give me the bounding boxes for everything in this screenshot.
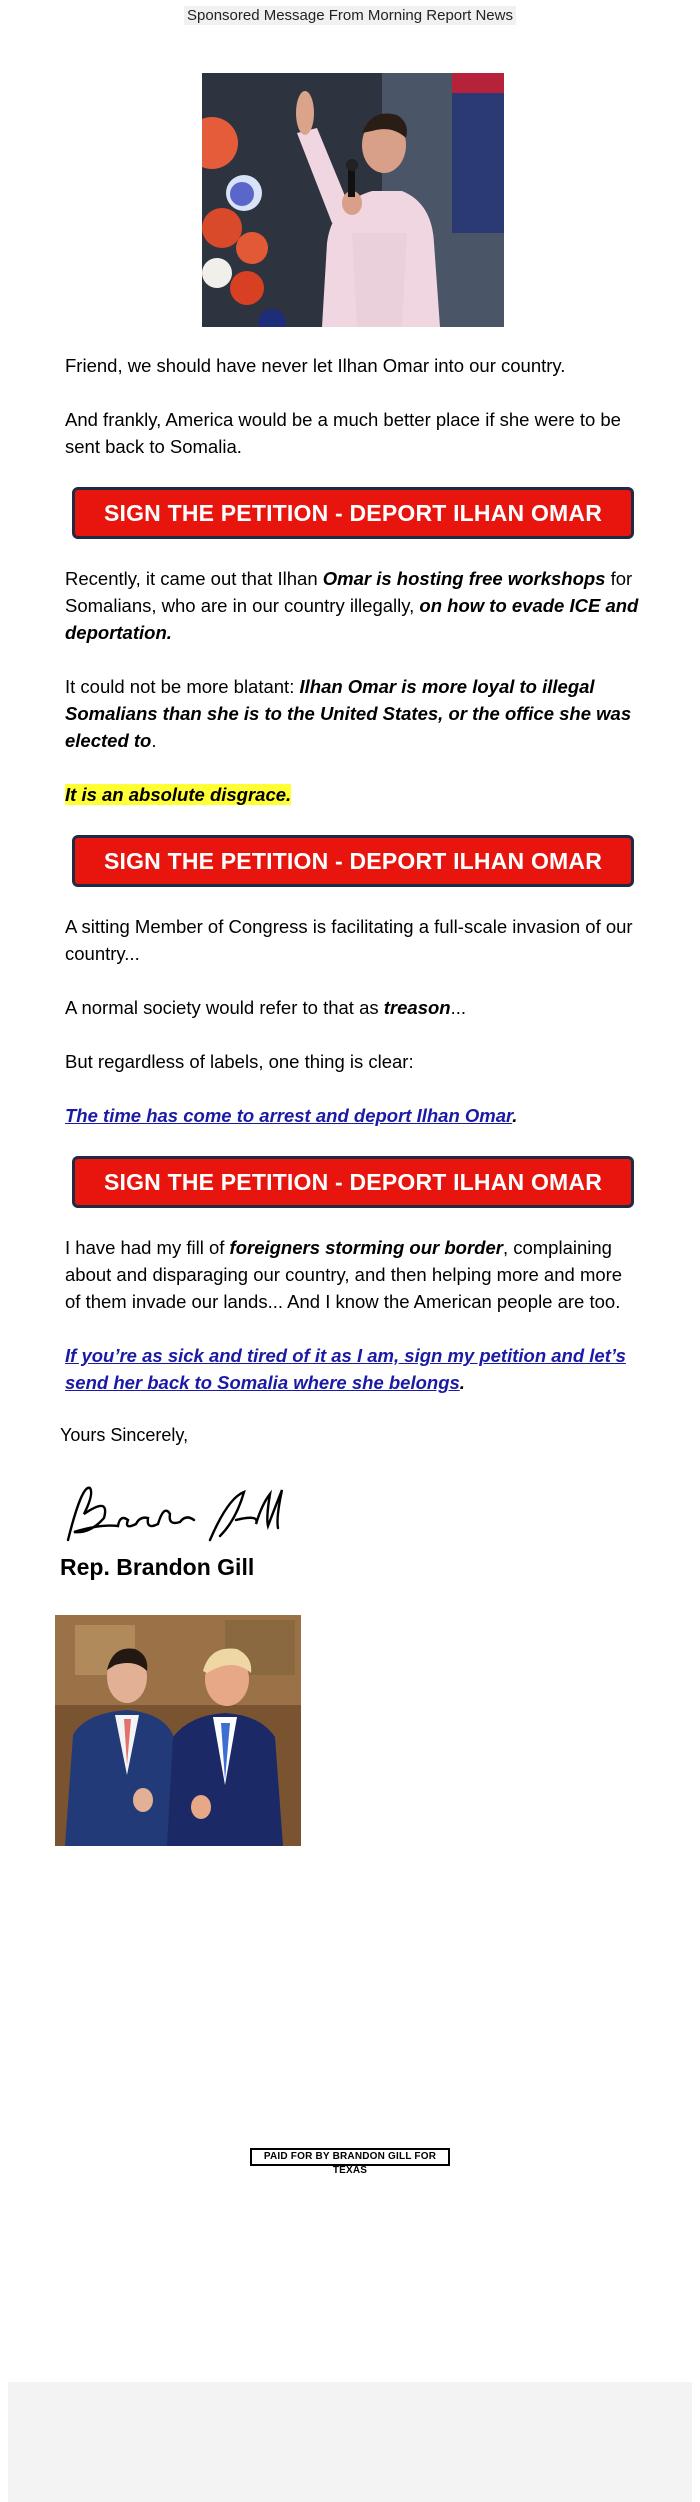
section2-paragraph-3: But regardless of labels, one thing is clear:: [65, 1051, 414, 1072]
sponsor-banner: [0, 0, 700, 32]
signature-image: [60, 1474, 641, 1552]
sign-off: Yours Sincerely,: [60, 1425, 189, 1445]
letter-body: [60, 352, 641, 1609]
petition-button-2[interactable]: SIGN THE PETITION - DEPORT ILHAN OMAR: [72, 835, 634, 887]
hero-photo: [202, 73, 504, 327]
intro-paragraph-2: And frankly, America would be a much better place if she were to be sent back to Somalia.: [65, 409, 621, 457]
footer-area: [8, 2382, 692, 2502]
closing-block: [60, 1423, 641, 1582]
deport-link[interactable]: The time has come to arrest and deport Ilhan Omar: [65, 1105, 513, 1126]
section2-link-line: The time has come to arrest and deport Ilhan Omar.: [65, 1105, 518, 1126]
section2-paragraph-2: A normal society would refer to that as treason...: [65, 997, 467, 1018]
sponsor-text: Sponsored Message From Morning Report News: [184, 6, 516, 25]
section1-paragraph-1: Recently, it came out that Ilhan Omar is hosting free workshops for Somalians, who are in our country illegally, on how to evade ICE and deportation.: [65, 568, 639, 643]
section3-paragraph-1: I have had my fill of foreigners storming our border, complaining about and disparaging our country, and then helping more and more of them invade our lands... And I know the American people are too.: [65, 1237, 623, 1312]
section1-paragraph-2: It could not be more blatant: Ilhan Omar is more loyal to illegal Somalians than she is to the United States, or the office she was elected to.: [65, 676, 632, 751]
sign-petition-link[interactable]: If you’re as sick and tired of it as I am, sign my petition and let’s send her back to Somalia where she belongs: [65, 1345, 626, 1393]
intro-paragraph-1: Friend, we should have never let Ilhan Omar into our country.: [65, 355, 566, 376]
section2-paragraph-1: A sitting Member of Congress is facilitating a full-scale invasion of our country...: [65, 916, 633, 964]
petition-button-3[interactable]: SIGN THE PETITION - DEPORT ILHAN OMAR: [72, 1156, 634, 1208]
paid-for-disclaimer: PAID FOR BY BRANDON GILL FOR TEXAS: [250, 2148, 450, 2166]
section3-link-line: If you’re as sick and tired of it as I am, sign my petition and let’s send her back to Somalia where she belongs.: [65, 1345, 626, 1393]
signer-name: Rep. Brandon Gill: [60, 1554, 255, 1580]
highlighted-text: It is an absolute disgrace.: [65, 784, 292, 805]
closing-photo: [55, 1615, 301, 1846]
disgrace-line: [65, 781, 641, 808]
petition-button-1[interactable]: SIGN THE PETITION - DEPORT ILHAN OMAR: [72, 487, 634, 539]
